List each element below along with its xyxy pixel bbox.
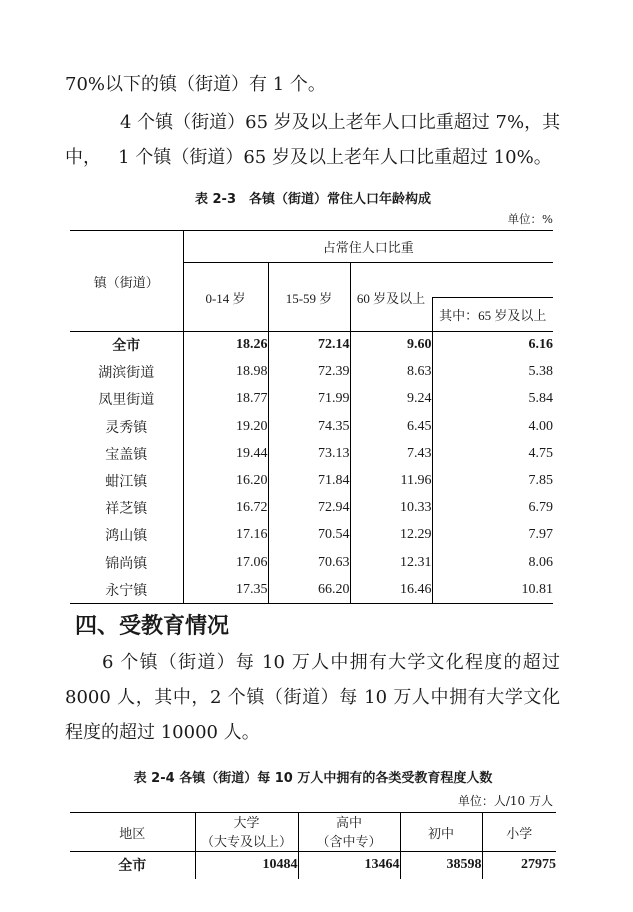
cell-age-0-14: 19.20 bbox=[183, 413, 268, 440]
cell-age-60-plus: 12.29 bbox=[350, 522, 432, 549]
header-university bbox=[195, 813, 298, 852]
cell-primary: 27975 bbox=[482, 852, 556, 879]
cell-age-0-14: 18.77 bbox=[183, 386, 268, 413]
row-region-name: 灵秀镇 bbox=[70, 413, 183, 440]
table-row bbox=[70, 440, 553, 467]
header-region: 地区 bbox=[70, 813, 195, 852]
paragraph-line: 中， 1 个镇（街道）65 岁及以上老年人口比重超过 10%。 bbox=[65, 147, 552, 168]
cell-age-0-14: 16.72 bbox=[183, 495, 268, 522]
header-high-school-line1: 高中 bbox=[335, 815, 362, 830]
header-junior-middle: 初中 bbox=[400, 813, 482, 852]
cell-age-65-plus: 7.97 bbox=[528, 527, 554, 543]
row-region-name: 蚶江镇 bbox=[70, 467, 183, 494]
table-row bbox=[70, 413, 553, 440]
section-heading: 四、受教育情况 bbox=[75, 614, 230, 639]
cell-high-school: 13464 bbox=[298, 852, 400, 879]
header-university-line1: 大学 bbox=[233, 815, 260, 830]
row-region-name: 凤里街道 bbox=[70, 386, 183, 413]
cell-age-60-plus: 8.63 bbox=[350, 359, 432, 386]
header-blank-cell bbox=[432, 263, 553, 298]
cell-age-60-plus: 12.31 bbox=[350, 549, 432, 576]
header-high-school bbox=[298, 813, 400, 852]
cell-age-65-plus: 5.38 bbox=[528, 364, 554, 380]
cell-age-60-plus: 9.60 bbox=[350, 332, 432, 359]
header-region: 镇（街道） bbox=[70, 231, 183, 332]
cell-age-65-plus: 7.85 bbox=[528, 473, 554, 489]
row-region-name: 湖滨街道 bbox=[70, 359, 183, 386]
table-row bbox=[70, 467, 553, 494]
cell-age-60-plus: 10.33 bbox=[350, 495, 432, 522]
table-title: 表 2-4 各镇（街道）每 10 万人中拥有的各类受教育程度人数 bbox=[133, 771, 493, 786]
paragraph-line: 程度的超过 10000 人。 bbox=[65, 722, 260, 743]
paragraph-line: 6 个镇（街道）每 10 万人中拥有大学文化程度的超过 bbox=[102, 652, 560, 673]
row-region-name: 永宁镇 bbox=[70, 576, 183, 603]
table-row bbox=[70, 386, 553, 413]
cell-age-15-59: 72.39 bbox=[268, 359, 350, 386]
paragraph-line: 4 个镇（街道）65 岁及以上老年人口比重超过 7%，其 bbox=[120, 112, 561, 133]
table-row bbox=[70, 522, 553, 549]
table-row bbox=[70, 332, 553, 359]
cell-age-60-plus: 11.96 bbox=[350, 467, 432, 494]
cell-age-15-59: 71.84 bbox=[268, 467, 350, 494]
education-level-table bbox=[70, 812, 556, 879]
cell-junior-middle: 38598 bbox=[400, 852, 482, 879]
table-row bbox=[70, 549, 553, 576]
cell-age-60-plus: 6.45 bbox=[350, 413, 432, 440]
table-row bbox=[70, 576, 553, 603]
row-region-name: 鸿山镇 bbox=[70, 522, 183, 549]
cell-age-0-14: 17.35 bbox=[183, 576, 268, 603]
cell-age-65-plus: 5.84 bbox=[528, 391, 554, 407]
cell-age-15-59: 74.35 bbox=[268, 413, 350, 440]
table-header-row bbox=[70, 231, 553, 263]
header-age-60-plus: 60 岁及以上 bbox=[356, 290, 426, 306]
table-header-row bbox=[70, 813, 556, 852]
row-region-name: 锦尚镇 bbox=[70, 549, 183, 576]
cell-age-15-59: 66.20 bbox=[268, 576, 350, 603]
table-row bbox=[70, 359, 553, 386]
cell-age-60-plus: 16.46 bbox=[350, 576, 432, 603]
cell-age-0-14: 17.06 bbox=[183, 549, 268, 576]
cell-age-0-14: 19.44 bbox=[183, 440, 268, 467]
row-region-name: 全市 bbox=[70, 852, 195, 879]
table-row bbox=[70, 852, 556, 879]
table-row bbox=[70, 495, 553, 522]
cell-age-65-plus: 4.00 bbox=[528, 418, 554, 434]
row-region-name: 宝盖镇 bbox=[70, 440, 183, 467]
header-university-line2: （大专及以上） bbox=[200, 834, 292, 849]
row-region-name: 全市 bbox=[70, 332, 183, 359]
unit-label: 单位：% bbox=[507, 212, 553, 226]
cell-age-0-14: 16.20 bbox=[183, 467, 268, 494]
header-high-school-line2: （含中专） bbox=[316, 834, 382, 849]
table-title: 表 2-3 各镇（街道）常住人口年龄构成 bbox=[194, 192, 431, 207]
cell-age-15-59: 71.99 bbox=[268, 386, 350, 413]
header-group: 占常住人口比重 bbox=[183, 231, 553, 263]
row-region-name: 祥芝镇 bbox=[70, 495, 183, 522]
header-age-0-14: 0-14 岁 bbox=[183, 263, 268, 332]
cell-age-15-59: 72.14 bbox=[268, 332, 350, 359]
cell-age-0-14: 18.98 bbox=[183, 359, 268, 386]
cell-age-65-plus: 8.06 bbox=[528, 554, 554, 570]
cell-age-15-59: 70.54 bbox=[268, 522, 350, 549]
cell-age-60-plus: 7.43 bbox=[350, 440, 432, 467]
population-age-structure-table bbox=[70, 230, 553, 604]
cell-age-60-plus: 9.24 bbox=[350, 386, 432, 413]
intro-line: 70%以下的镇（街道）有 1 个。 bbox=[65, 74, 326, 95]
cell-age-65-plus: 6.16 bbox=[432, 332, 553, 359]
cell-age-15-59: 72.94 bbox=[268, 495, 350, 522]
header-age-15-59: 15-59 岁 bbox=[268, 263, 350, 332]
cell-age-0-14: 17.16 bbox=[183, 522, 268, 549]
unit-label: 单位：人/10 万人 bbox=[457, 794, 553, 808]
header-age-65-plus: 其中：65 岁及以上 bbox=[432, 298, 553, 332]
header-primary: 小学 bbox=[506, 825, 533, 841]
cell-age-65-plus: 6.79 bbox=[528, 500, 554, 516]
cell-age-65-plus: 10.81 bbox=[521, 581, 554, 597]
cell-university: 10484 bbox=[195, 852, 298, 879]
cell-age-15-59: 70.63 bbox=[268, 549, 350, 576]
paragraph-line: 8000 人，其中，2 个镇（街道）每 10 万人中拥有大学文化 bbox=[65, 687, 560, 708]
cell-age-0-14: 18.26 bbox=[183, 332, 268, 359]
cell-age-65-plus: 4.75 bbox=[528, 445, 554, 461]
cell-age-15-59: 73.13 bbox=[268, 440, 350, 467]
